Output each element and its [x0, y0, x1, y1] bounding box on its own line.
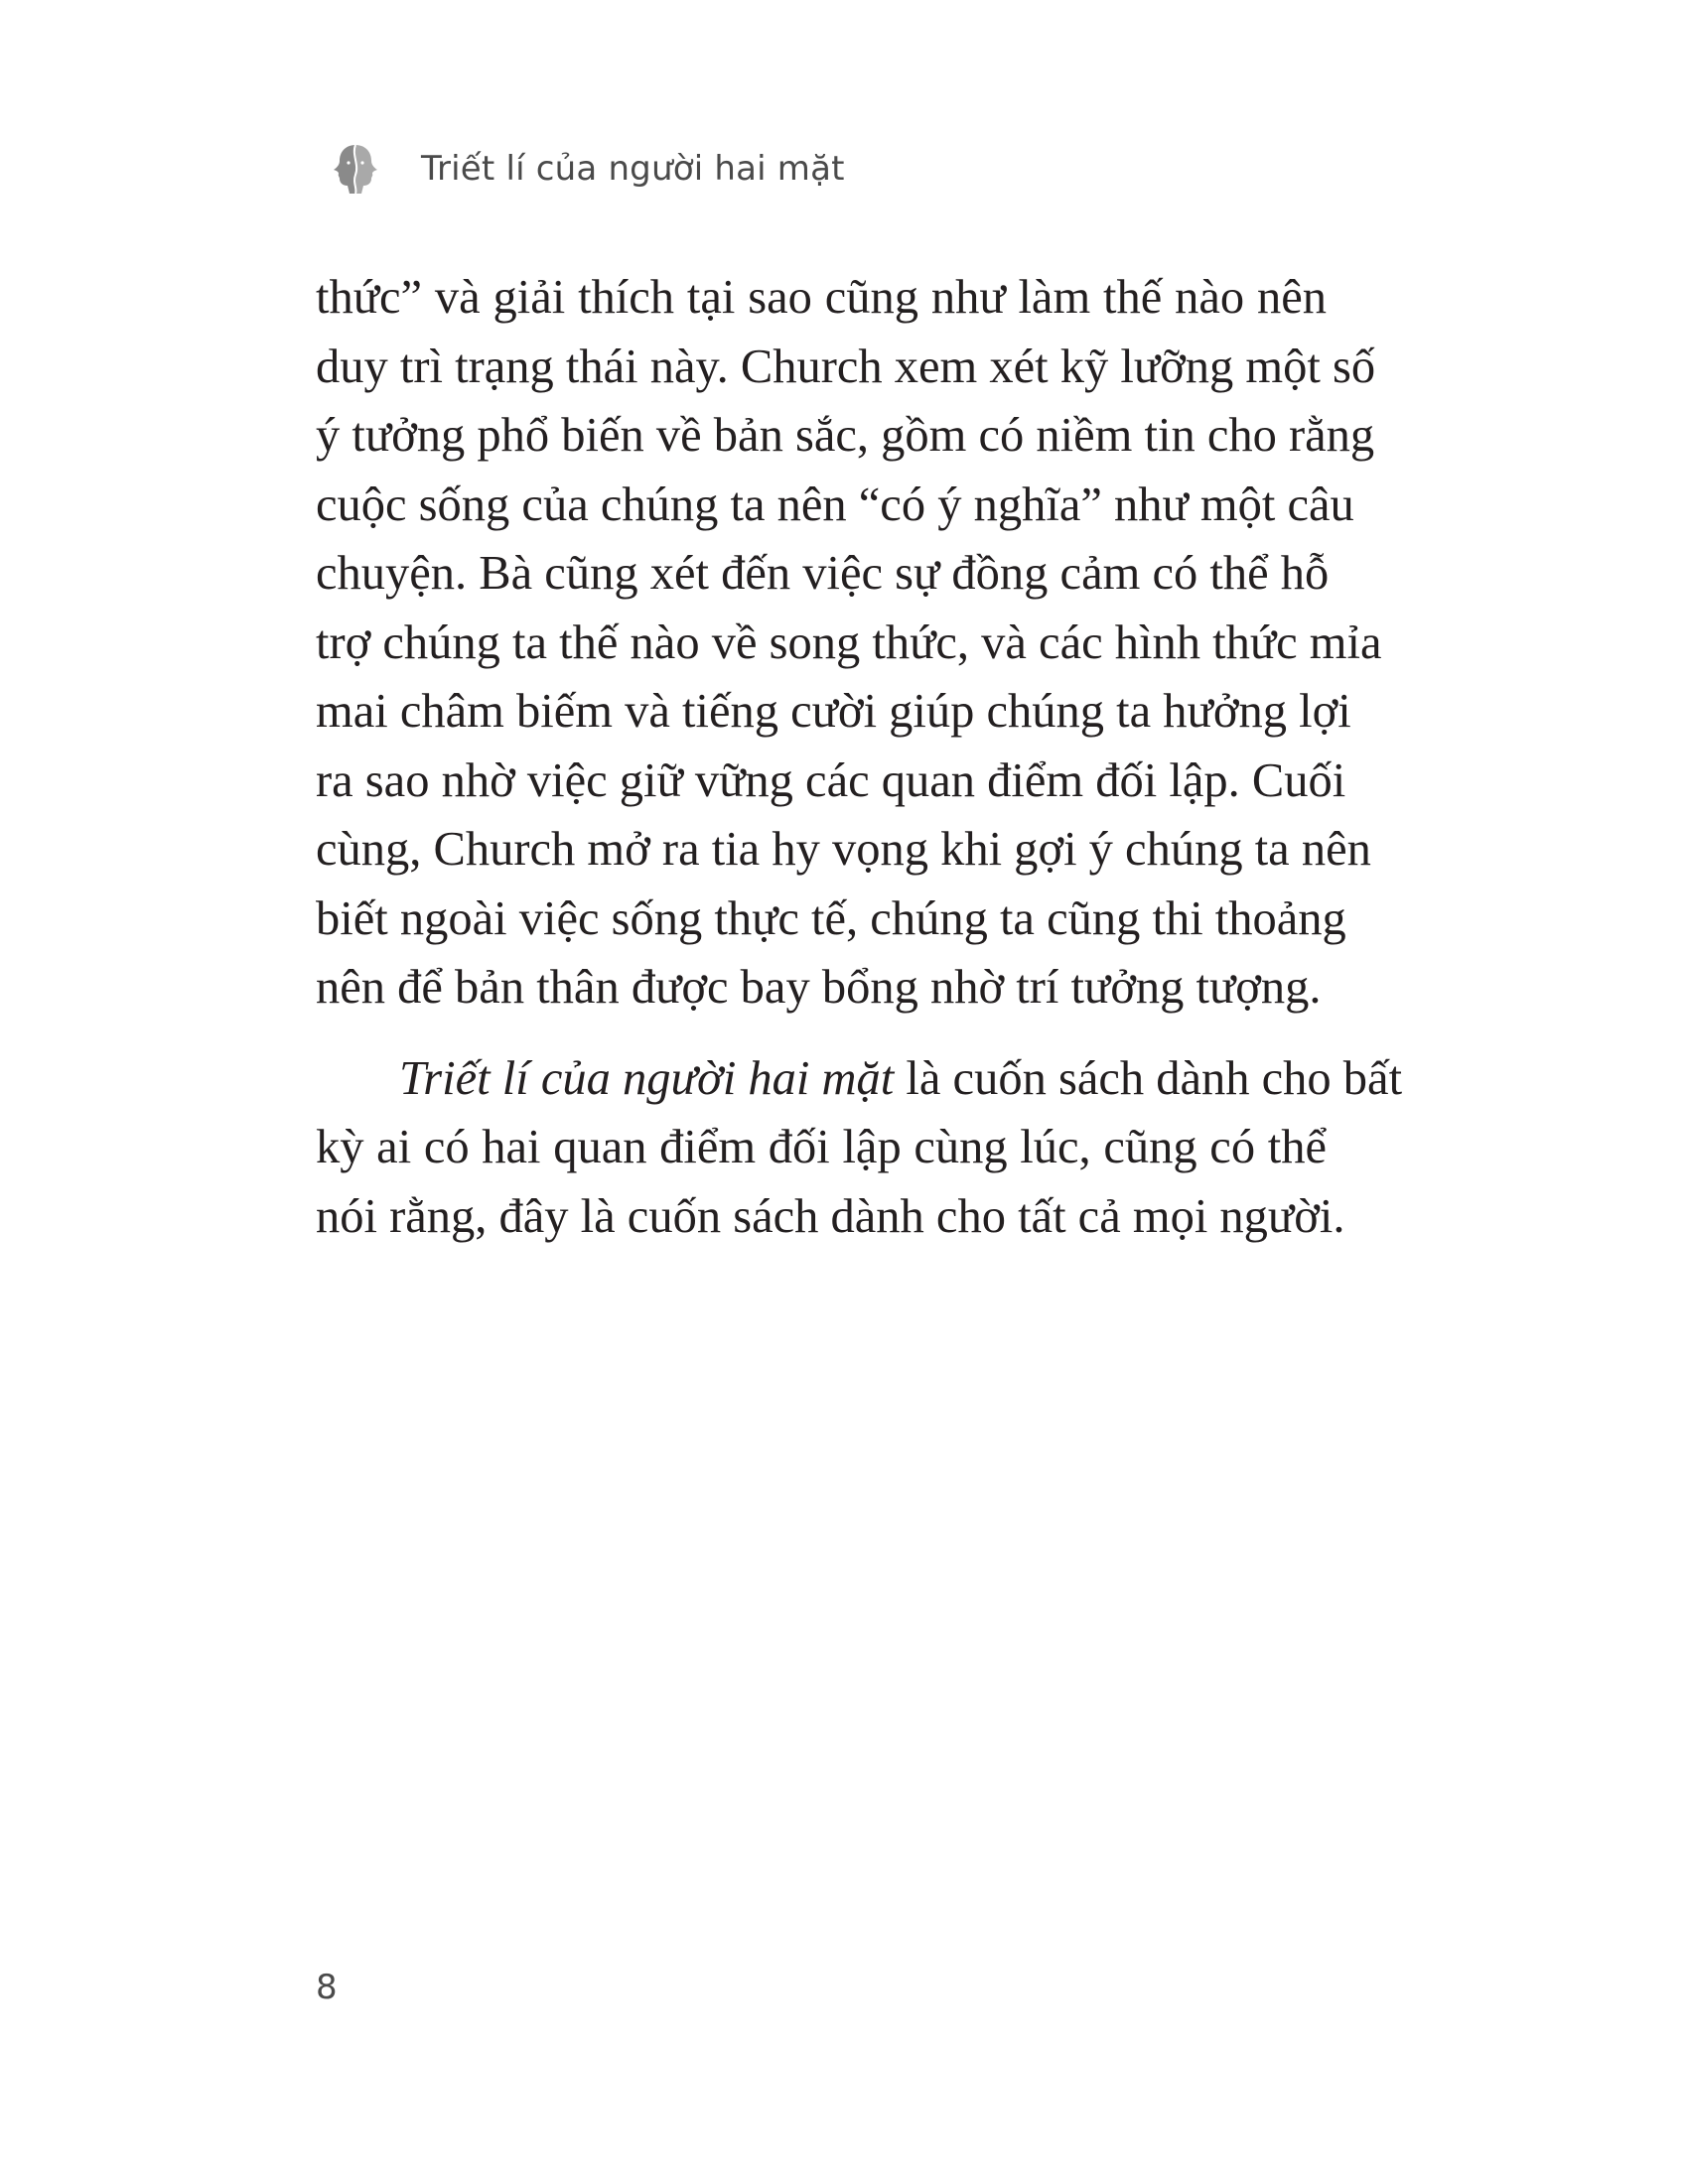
text-line: cùng, Church mở ra tia hy vọng khi gợi ý chúng ta nên [316, 823, 1371, 876]
two-faced-head-icon [316, 139, 395, 199]
text-line: ra sao nhờ việc giữ vững các quan điểm đối lập. Cuối [316, 753, 1346, 807]
text-line: mai châm biếm và tiếng cười giúp chúng ta hưởng lợi [316, 685, 1351, 738]
text-line: nói rằng, đây là cuốn sách dành cho tất cả mọi người. [316, 1189, 1345, 1243]
text-line: nên để bản thân được bay bổng nhờ trí tưởng tượng. [316, 961, 1322, 1014]
text-line: cuộc sống của chúng ta nên “có ý nghĩa” như một câu [316, 478, 1354, 531]
page-number: 8 [316, 1968, 338, 2007]
text-line: thức” và giải thích tại sao cũng như làm thế nào nên [316, 271, 1327, 324]
text-line: duy trì trạng thái này. Church xem xét kỹ lưỡng một số [316, 340, 1376, 393]
running-header-title: Triết lí của người hai mặt [421, 149, 845, 189]
text-line [316, 1044, 1403, 1114]
text-line: chuyện. Bà cũng xét đến việc sự đồng cảm có thể hỗ [316, 547, 1330, 600]
text-line: ý tưởng phổ biến về bản sắc, gồm có niềm tin cho rằng [316, 409, 1375, 462]
running-header [316, 139, 845, 199]
page-body [316, 263, 1403, 1251]
text-line: kỳ ai có hai quan điểm đối lập cùng lúc, cũng có thể [316, 1121, 1327, 1173]
book-title-reference: Triết lí của người hai mặt [399, 1051, 895, 1105]
text-run: là cuốn sách dành cho bất [906, 1051, 1403, 1105]
paragraph-2 [316, 1044, 1403, 1252]
paragraph-1 [316, 263, 1382, 1023]
text-line: biết ngoài việc sống thực tế, chúng ta cũng thi thoảng [316, 891, 1346, 945]
text-line: trợ chúng ta thế nào về song thức, và các hình thức mỉa [316, 615, 1382, 669]
